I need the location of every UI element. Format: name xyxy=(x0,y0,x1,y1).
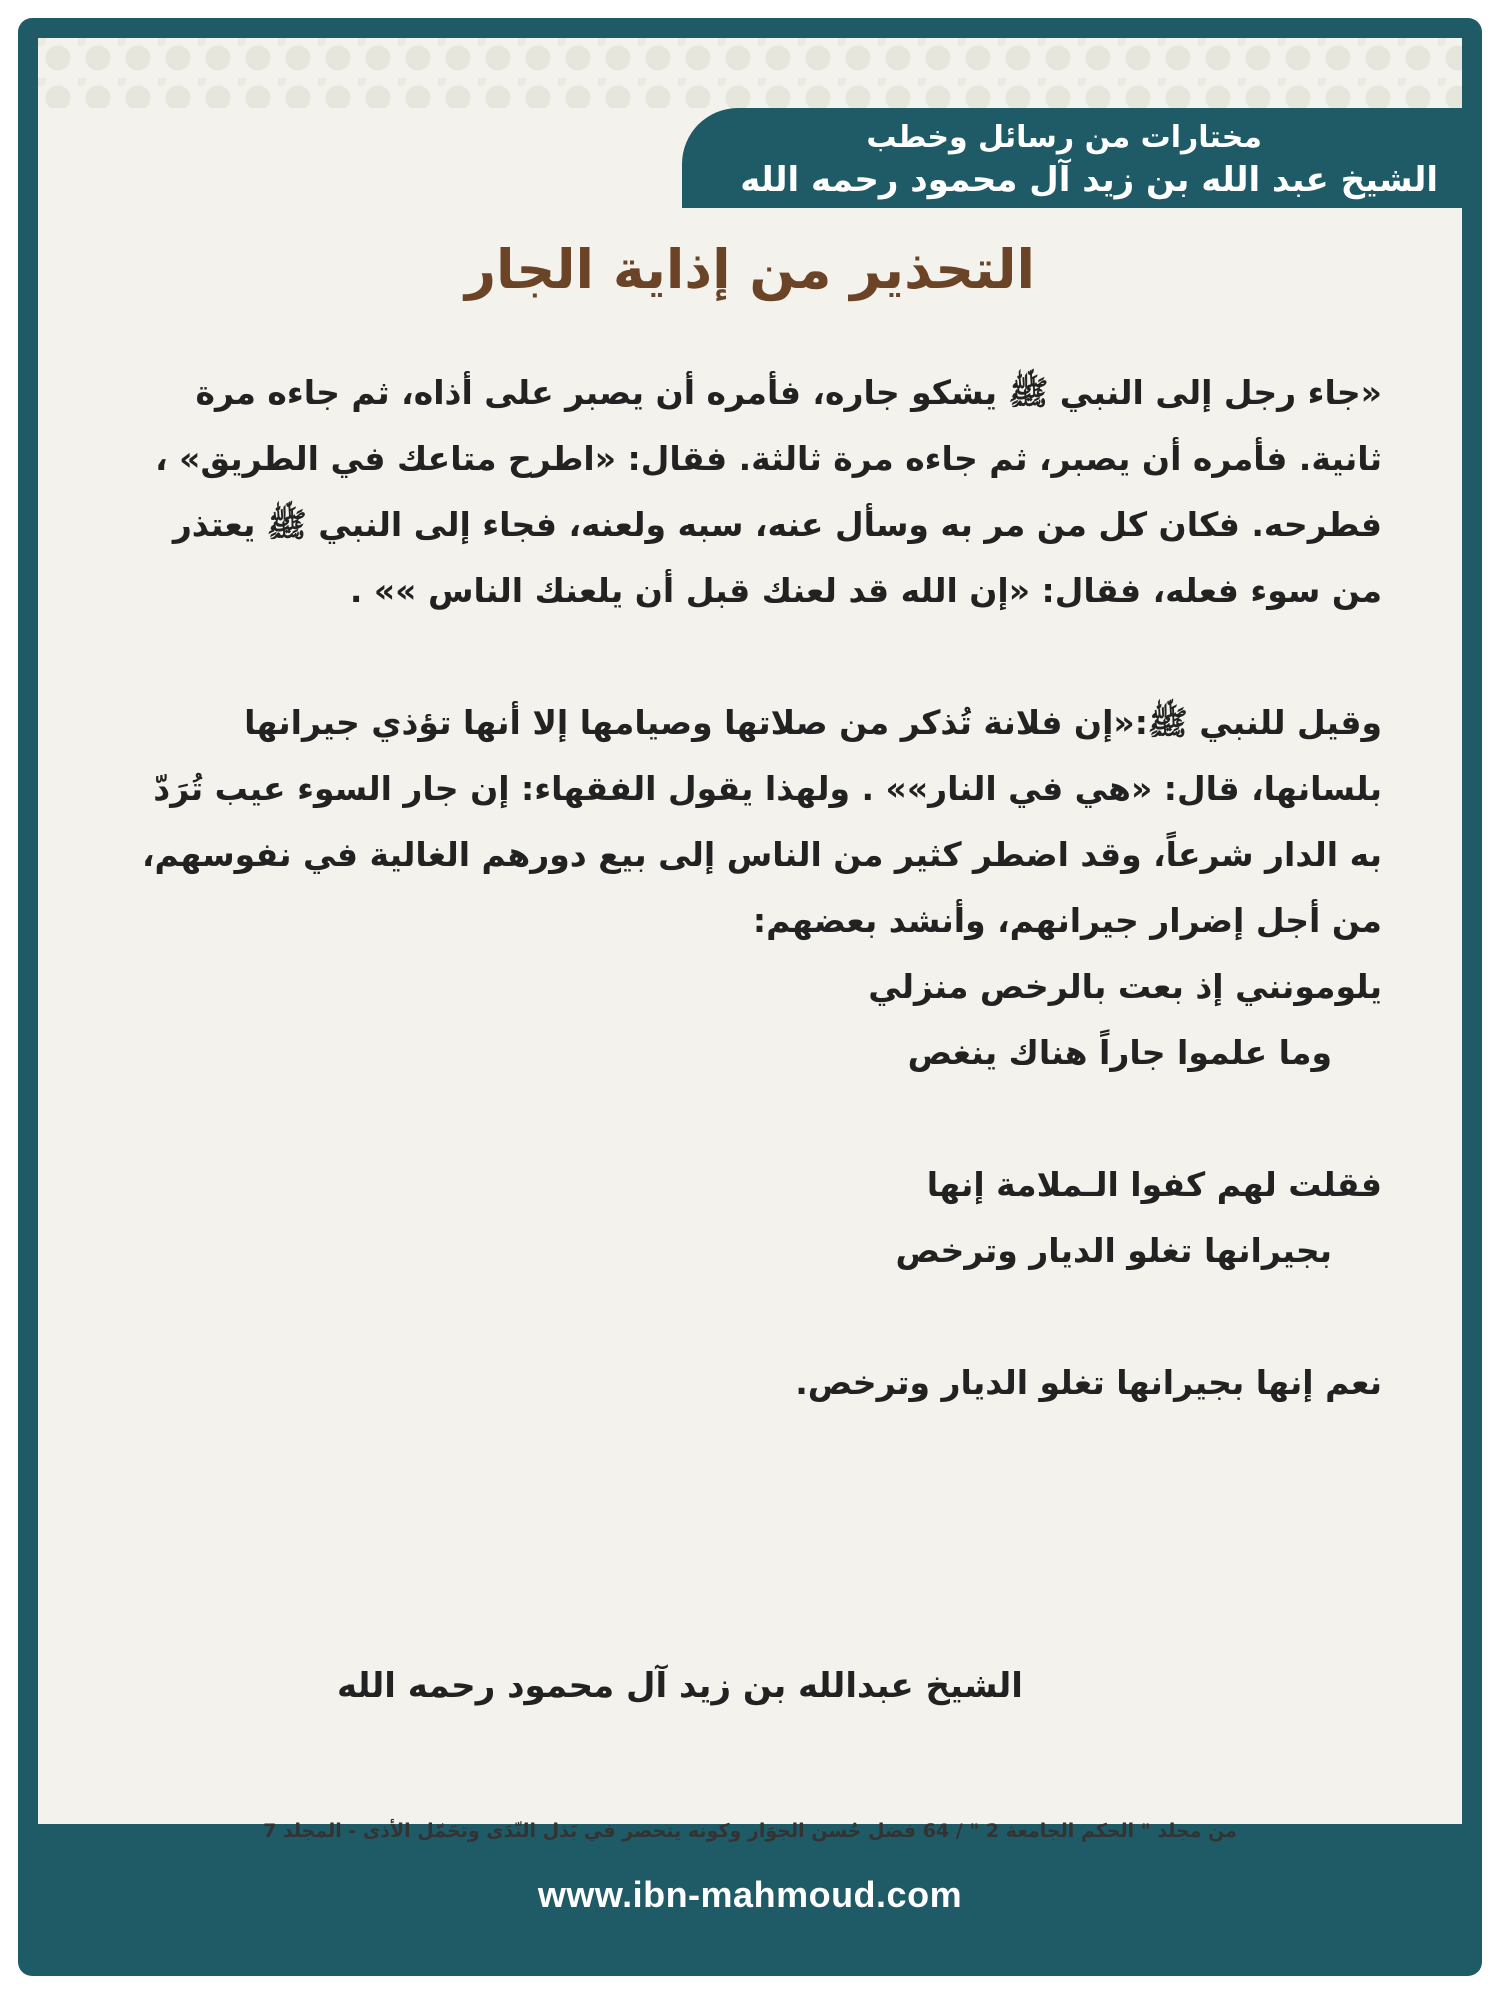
header-author: الشيخ عبد الله بن زيد آل محمود رحمه الله xyxy=(740,160,1438,200)
header-subtitle: مختارات من رسائل وخطب xyxy=(866,120,1262,155)
spacer xyxy=(118,624,1382,690)
spacer xyxy=(118,1086,1382,1152)
header-banner xyxy=(682,108,1462,208)
spacer xyxy=(118,1284,1382,1350)
page-frame xyxy=(18,18,1482,1976)
signature xyxy=(38,1666,1462,1706)
article-body xyxy=(118,360,1382,1416)
paragraph-fuqaha: وقيل للنبي ﷺ:«إن فلانة تُذكر من صلاتها وصيامها إلا أنها تؤذي جيرانها بلسانها، قال: «هي في النار»» . ولهذا يقول الفقهاء: إن جار السوء عيب تُرَدّ به الدار شرعاً، وقد اضطر كثير من الناس إلى بيع دورهم الغالية في نفوسهم، من أجل إضرار جيرانهم، وأنشد بعضهم: xyxy=(142,703,1382,940)
verse-line-1: يلومونني إذ بعت بالرخص منزلي xyxy=(868,967,1382,1006)
verse-line-3: فقلت لهم كفوا الـملامة إنها xyxy=(926,1165,1382,1204)
paragraph-hadith: «جاء رجل إلى النبي ﷺ يشكو جاره، فأمره أن يصبر على أذاه، ثم جاءه مرة ثانية. فأمره أن يصبر، ثم جاءه مرة ثالثة. فقال: «اطرح متاعك في الطريق» ، فطرحه. فكان كل من مر به وسأل عنه، سبه ولعنه، فجاء إلى النبي ﷺ يعتذر من سوء فعله، فقال: «إن الله قد لعنك قبل أن يلعنك الناس »» . xyxy=(155,373,1382,610)
decorative-pattern xyxy=(38,38,1462,108)
signature-text: الشيخ عبدالله بن زيد آل محمود رحمه الله xyxy=(337,1666,1023,1706)
website-link[interactable]: www.ibn-mahmoud.com xyxy=(537,1874,963,1915)
verse-line-4: بجيرانها تغلو الديار وترخص xyxy=(895,1231,1332,1270)
source-citation: من مجلد " الحكم الجامعة 2 " / 64 فضل حُسن الجوَار وكونه ينحصر في بَذل النّدَى وتحَمّل الأذى - المجلد 7 xyxy=(263,1820,1237,1842)
verse-line-2: وما علموا جاراً هناك ينغص xyxy=(907,1033,1332,1072)
closing-line: نعم إنها بجيرانها تغلو الديار وترخص. xyxy=(795,1363,1382,1402)
content-panel xyxy=(38,38,1462,1842)
article-title: التحذير من إذاية الجار xyxy=(464,238,1036,301)
